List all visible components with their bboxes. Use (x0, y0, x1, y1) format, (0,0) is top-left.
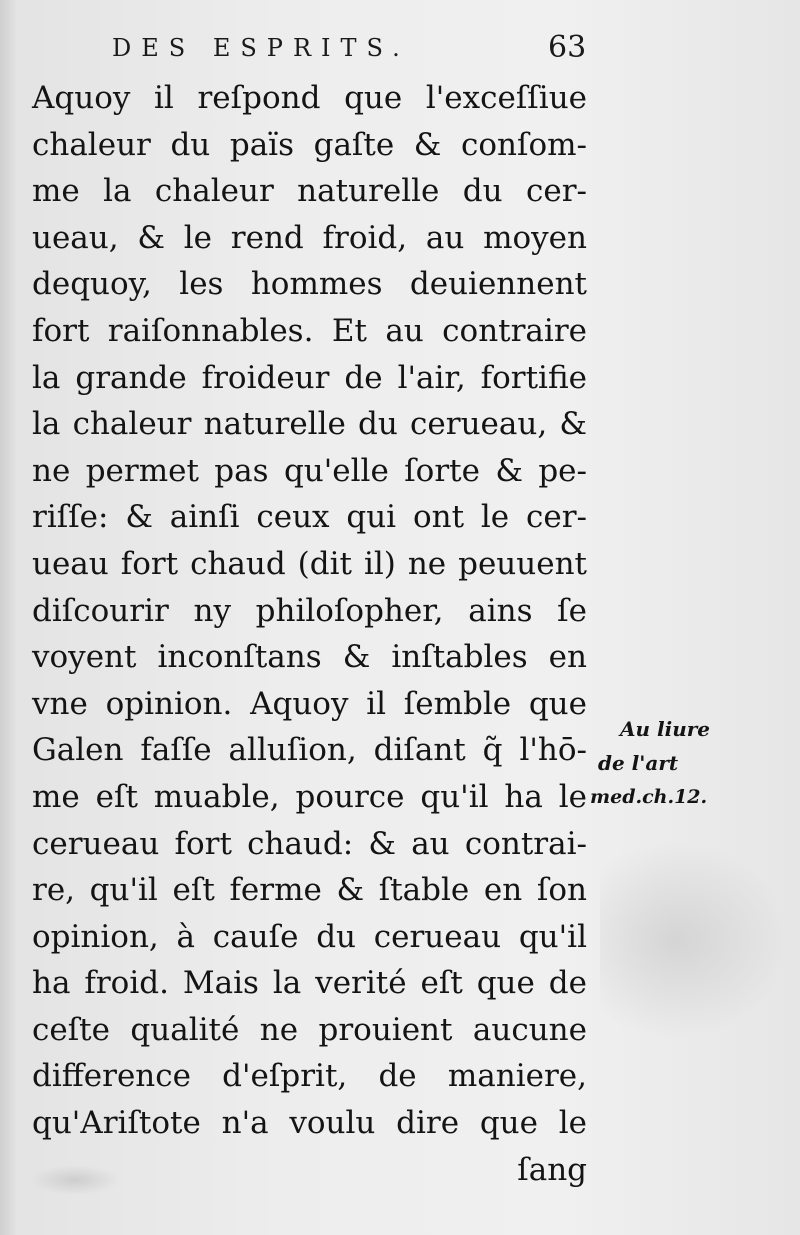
text-line: ha froid. Mais la verité eſt que de (32, 965, 587, 1002)
ink-bleed-through (600, 840, 790, 1040)
text-line: ne permet pas qu'elle ſorte & pe- (32, 452, 587, 489)
text-line: chaleur du païs gaſte & conſom- (32, 126, 587, 163)
text-line: me la chaleur naturelle du cer- (32, 173, 587, 210)
text-line: fort raiſonnables. Et au contraire (32, 312, 587, 349)
text-line: Galen faſſe alluſion, diſant q̃ l'hō- (32, 732, 587, 769)
page-header (0, 28, 800, 68)
marginal-note (590, 712, 740, 814)
catchword: ſang (517, 1151, 587, 1188)
text-line: la chaleur naturelle du cerueau, & (32, 406, 587, 443)
main-text (32, 75, 587, 1193)
marginal-note-line: Au liure (620, 717, 711, 741)
text-line: dequoy, les hommes deuiennent (32, 266, 587, 303)
page-edge-shadow (0, 0, 16, 1235)
running-head: DES ESPRITS. (112, 34, 410, 62)
text-line: Aquoy il reſpond que l'exceſſiue (32, 80, 587, 116)
text-line: ueau, & le rend froid, au moyen (32, 219, 587, 256)
text-line: opinion, à cauſe du cerueau qu'il (32, 918, 587, 955)
marginal-note-line: med.ch.12. (590, 786, 708, 808)
text-line: me eſt muable, pource qu'il ha le (32, 778, 587, 815)
text-line: la grande froideur de l'air, fortifie (32, 359, 587, 396)
text-line: re, qu'il eſt ferme & ſtable en ſon (32, 872, 587, 909)
text-line: difference d'eſprit, de maniere, (32, 1058, 587, 1095)
text-line: riſſe: & ainſi ceux qui ont le cer- (32, 499, 587, 536)
text-line: diſcourir ny philoſopher, ains ſe (32, 592, 587, 629)
text-line: qu'Ariſtote n'a voulu dire que le (32, 1105, 587, 1142)
text-line: ueau fort chaud (dit il) ne peuuent (32, 545, 587, 582)
text-line: cerueau fort chaud: & au contrai- (32, 825, 587, 862)
marginal-note-line: de l'art (598, 751, 679, 775)
page-number: 63 (548, 30, 587, 65)
text-line: vne opinion. Aquoy il ſemble que (32, 685, 587, 722)
text-line: ceſte qualité ne prouient aucune (32, 1011, 587, 1048)
text-line: voyent inconſtans & inſtables en (32, 639, 587, 676)
